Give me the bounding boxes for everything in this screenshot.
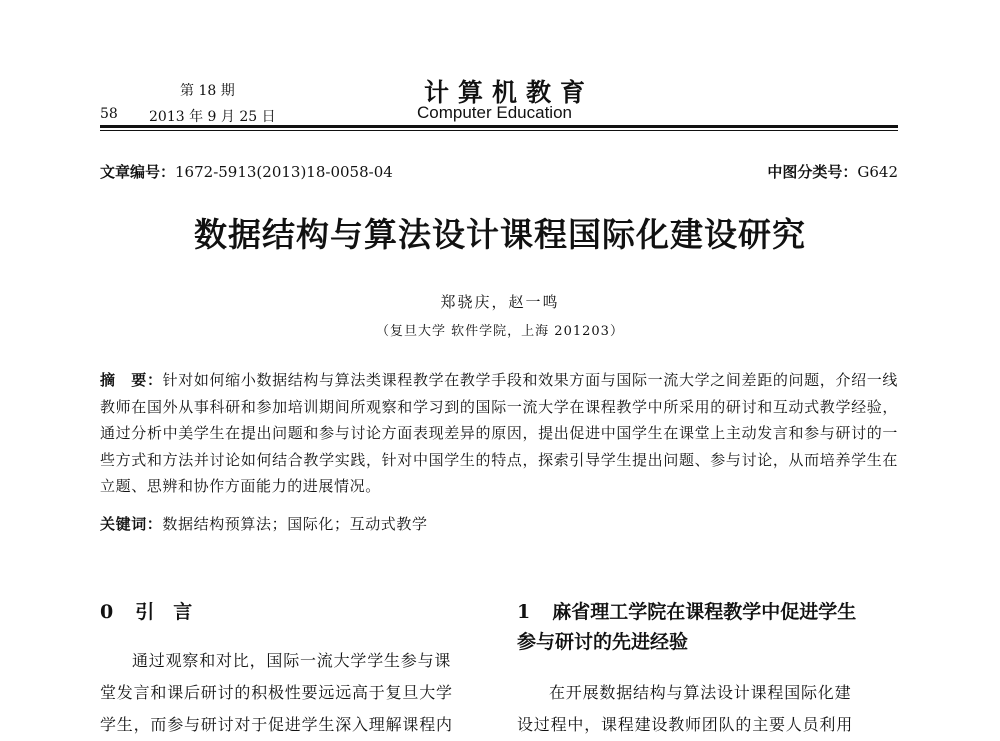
section-1-title-line2: 参与研讨的先进经验 xyxy=(517,631,689,653)
abstract-text: 针对如何缩小数据结构与算法类课程教学在教学手段和效果方面与国际一流大学之间差距的问题，介绍一线教师在国外从事科研和参加培训期间所观察和学习到的国际一流大学在课程教学中所采用的研讨和互动式教学经验，通过分析中美学生在提出问题和参与讨论方面表现差异的原因，提出促进中国学生在课堂上主动发言和参与研讨的一些方式和方法并讨论如何结合教学实践，针对中国学生的特点，探索引导学生提出问题、参与讨论，从而培养学生在立题、思辨和协作方面能力的进展情况。 xyxy=(100,371,898,495)
keywords-label: 关键词： xyxy=(100,515,163,533)
classification-value: G642 xyxy=(857,163,898,181)
body-line: 学生，而参与研讨对于促进学生深入理解课程内 xyxy=(100,715,453,734)
section-1-body xyxy=(517,677,898,741)
abstract xyxy=(100,367,898,500)
authors: 郑骁庆，赵一鸣 xyxy=(440,293,560,311)
issue-number: 第 18 期 xyxy=(180,83,235,99)
section-0-body xyxy=(100,645,480,741)
keywords-text: 数据结构预算法；国际化；互动式教学 xyxy=(162,515,428,533)
journal-title-cn: 计算机教育 xyxy=(424,78,595,107)
section-1-number: 1 xyxy=(517,601,531,623)
article-title: 数据结构与算法设计课程国际化建设研究 xyxy=(194,215,806,254)
section-0-title: 引 言 xyxy=(135,601,193,623)
header-rule-thick xyxy=(100,125,898,128)
issue-date: 2013 年 9 月 25 日 xyxy=(149,109,276,125)
keywords xyxy=(100,513,428,534)
journal-title-en: Computer Education xyxy=(417,103,572,122)
page-number: 58 xyxy=(100,106,118,122)
body-line: 设过程中，课程建设教师团队的主要人员利用 xyxy=(517,715,854,734)
article-number-label: 文章编号： xyxy=(100,163,176,181)
abstract-label: 摘 要： xyxy=(100,371,163,389)
article-number xyxy=(100,161,393,182)
body-line: 堂发言和课后研讨的积极性要远远高于复旦大学 xyxy=(100,683,453,702)
classification-label: 中图分类号： xyxy=(767,163,858,181)
body-line: 在开展数据结构与算法设计课程国际化建 xyxy=(549,683,852,702)
section-0-heading xyxy=(100,597,192,624)
section-1-title-line1: 麻省理工学院在课程教学中促进学生 xyxy=(552,601,857,623)
article-number-value: 1672-5913(2013)18-0058-04 xyxy=(175,163,393,181)
classification-number xyxy=(767,161,898,182)
affiliation: （复旦大学 软件学院，上海 201203） xyxy=(376,324,624,339)
header-rule-thin xyxy=(100,130,898,131)
body-line: 通过观察和对比，国际一流大学学生参与课 xyxy=(132,651,452,670)
section-0-number: 0 xyxy=(100,601,114,623)
section-1-heading xyxy=(517,597,856,624)
